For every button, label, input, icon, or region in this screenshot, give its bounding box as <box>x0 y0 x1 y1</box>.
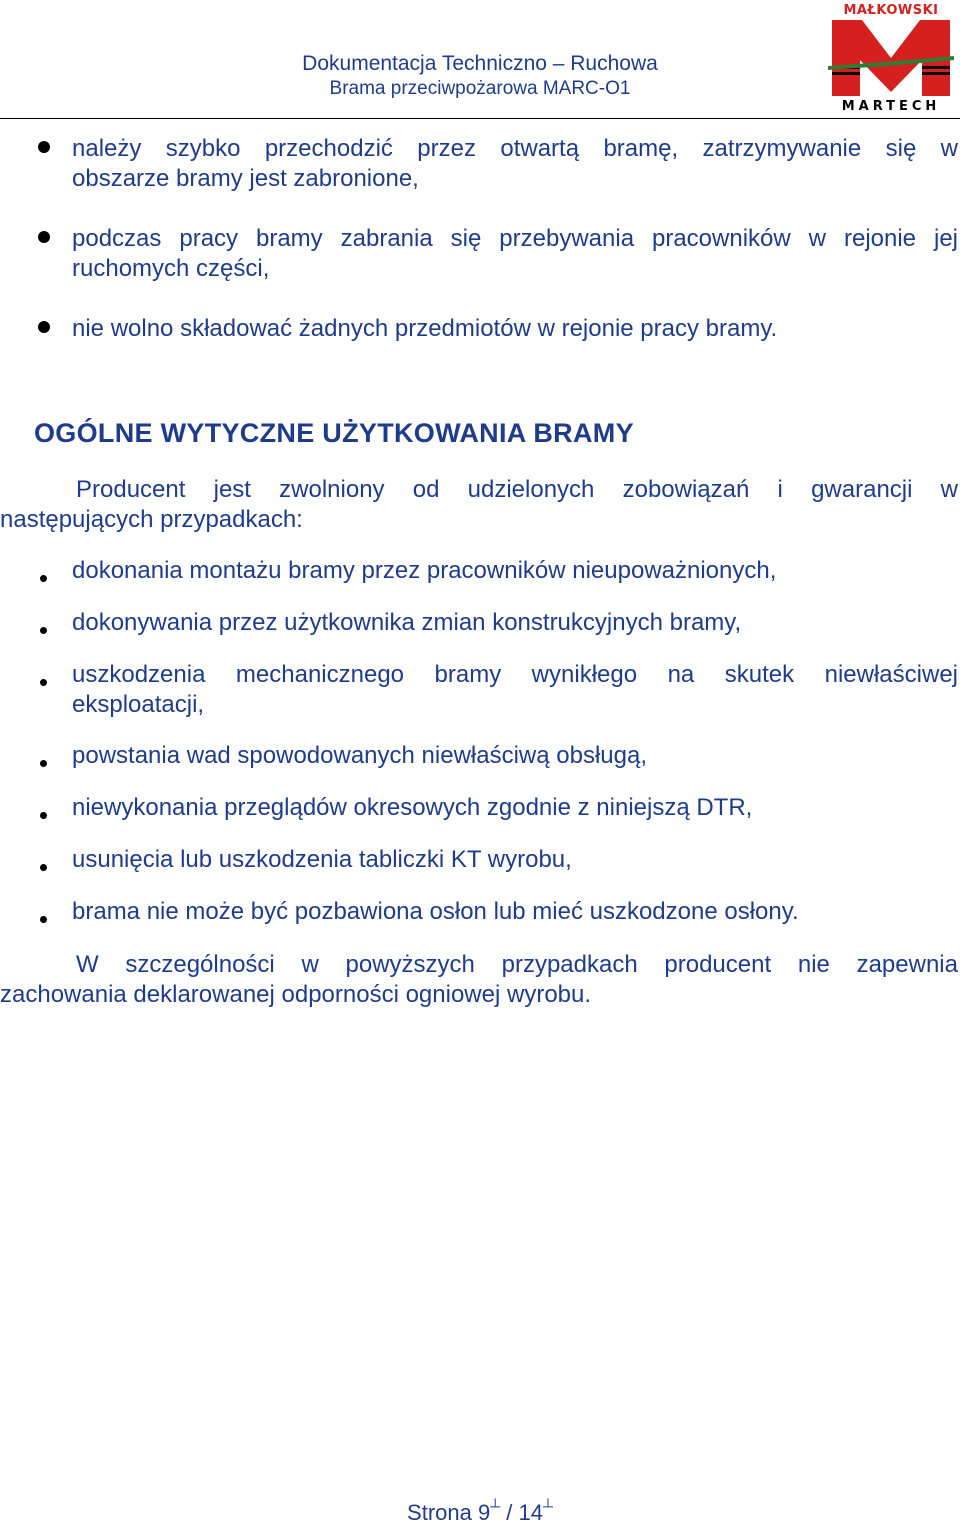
section-intro-line-1: Producent jest zwolniony od udzielonych zobowiązań i gwarancji w <box>76 476 958 503</box>
bullet-dot <box>40 864 47 871</box>
closing-line-2: zachowania deklarowanej odporności ogniowej wyrobu. <box>0 981 592 1008</box>
bullet-dot <box>40 760 47 767</box>
intro-bullet-1-line-1: należy szybko przechodzić przez otwartą bramę, zatrzymywanie się w <box>72 135 958 162</box>
logo-stripe <box>922 72 950 75</box>
document-title: Dokumentacja Techniczno – Ruchowa <box>302 52 658 75</box>
list-item-4: powstania wad spowodowanych niewłaściwą obsługą, <box>72 742 648 769</box>
bullet-dot <box>40 679 47 686</box>
list-item-7: brama nie może być pozbawiona osłon lub mieć uszkodzone osłony. <box>72 898 799 925</box>
document-subtitle: Brama przeciwpożarowa MARC-O1 <box>329 78 631 99</box>
section-intro-line-2: następujących przypadkach: <box>0 506 303 533</box>
list-item-3-line-1: uszkodzenia mechanicznego bramy wynikłego na skutek niewłaściwej <box>72 661 958 688</box>
bullet-dot <box>38 231 50 243</box>
bullet-dot <box>40 575 47 582</box>
logo-stripe <box>832 72 860 75</box>
logo-top-text: MAŁKOWSKI <box>843 3 939 18</box>
bullet-dot <box>38 321 50 333</box>
footer-field-mark: ┴ <box>543 1498 553 1514</box>
footer-label: Strona <box>407 1500 472 1525</box>
page-footer <box>0 1498 960 1526</box>
bullet-dot <box>38 141 50 153</box>
list-item-3-line-2: eksploatacji, <box>72 691 205 718</box>
section-heading: OGÓLNE WYTYCZNE UŻYTKOWANIA BRAMY <box>34 418 634 448</box>
logo-bottom-text: MARTECH <box>841 99 941 114</box>
bullet-dot <box>40 627 47 634</box>
list-item-2: dokonywania przez użytkownika zmian konstrukcyjnych bramy, <box>72 609 742 636</box>
footer-page-total: 14 <box>518 1500 544 1525</box>
page-header <box>0 0 960 120</box>
intro-bullet-3-line-1: nie wolno składować żadnych przedmiotów w rejonie pracy bramy. <box>72 315 778 342</box>
footer-separator: / <box>506 1500 513 1525</box>
bullet-dot <box>40 812 47 819</box>
list-item-6: usunięcia lub uszkodzenia tabliczki KT wyrobu, <box>72 846 572 873</box>
logo-stripe <box>922 66 950 69</box>
list-item-5: niewykonania przeglądów okresowych zgodnie z niniejszą DTR, <box>72 794 753 821</box>
list-item-1: dokonania montażu bramy przez pracowników nieupoważnionych, <box>72 557 777 584</box>
header-divider <box>0 118 960 119</box>
intro-bullet-1-line-2: obszarze bramy jest zabronione, <box>72 165 419 192</box>
intro-bullet-2-line-1: podczas pracy bramy zabrania się przebywania pracowników w rejonie jej <box>72 225 958 252</box>
bullet-dot <box>40 916 47 923</box>
company-logo <box>826 0 956 114</box>
footer-field-mark: ┴ <box>490 1498 501 1514</box>
footer-page-number: 9 <box>478 1500 491 1525</box>
intro-bullet-2-line-2: ruchomych części, <box>72 255 270 282</box>
closing-line-1: W szczególności w powyższych przypadkach producent nie zapewnia <box>76 951 958 978</box>
